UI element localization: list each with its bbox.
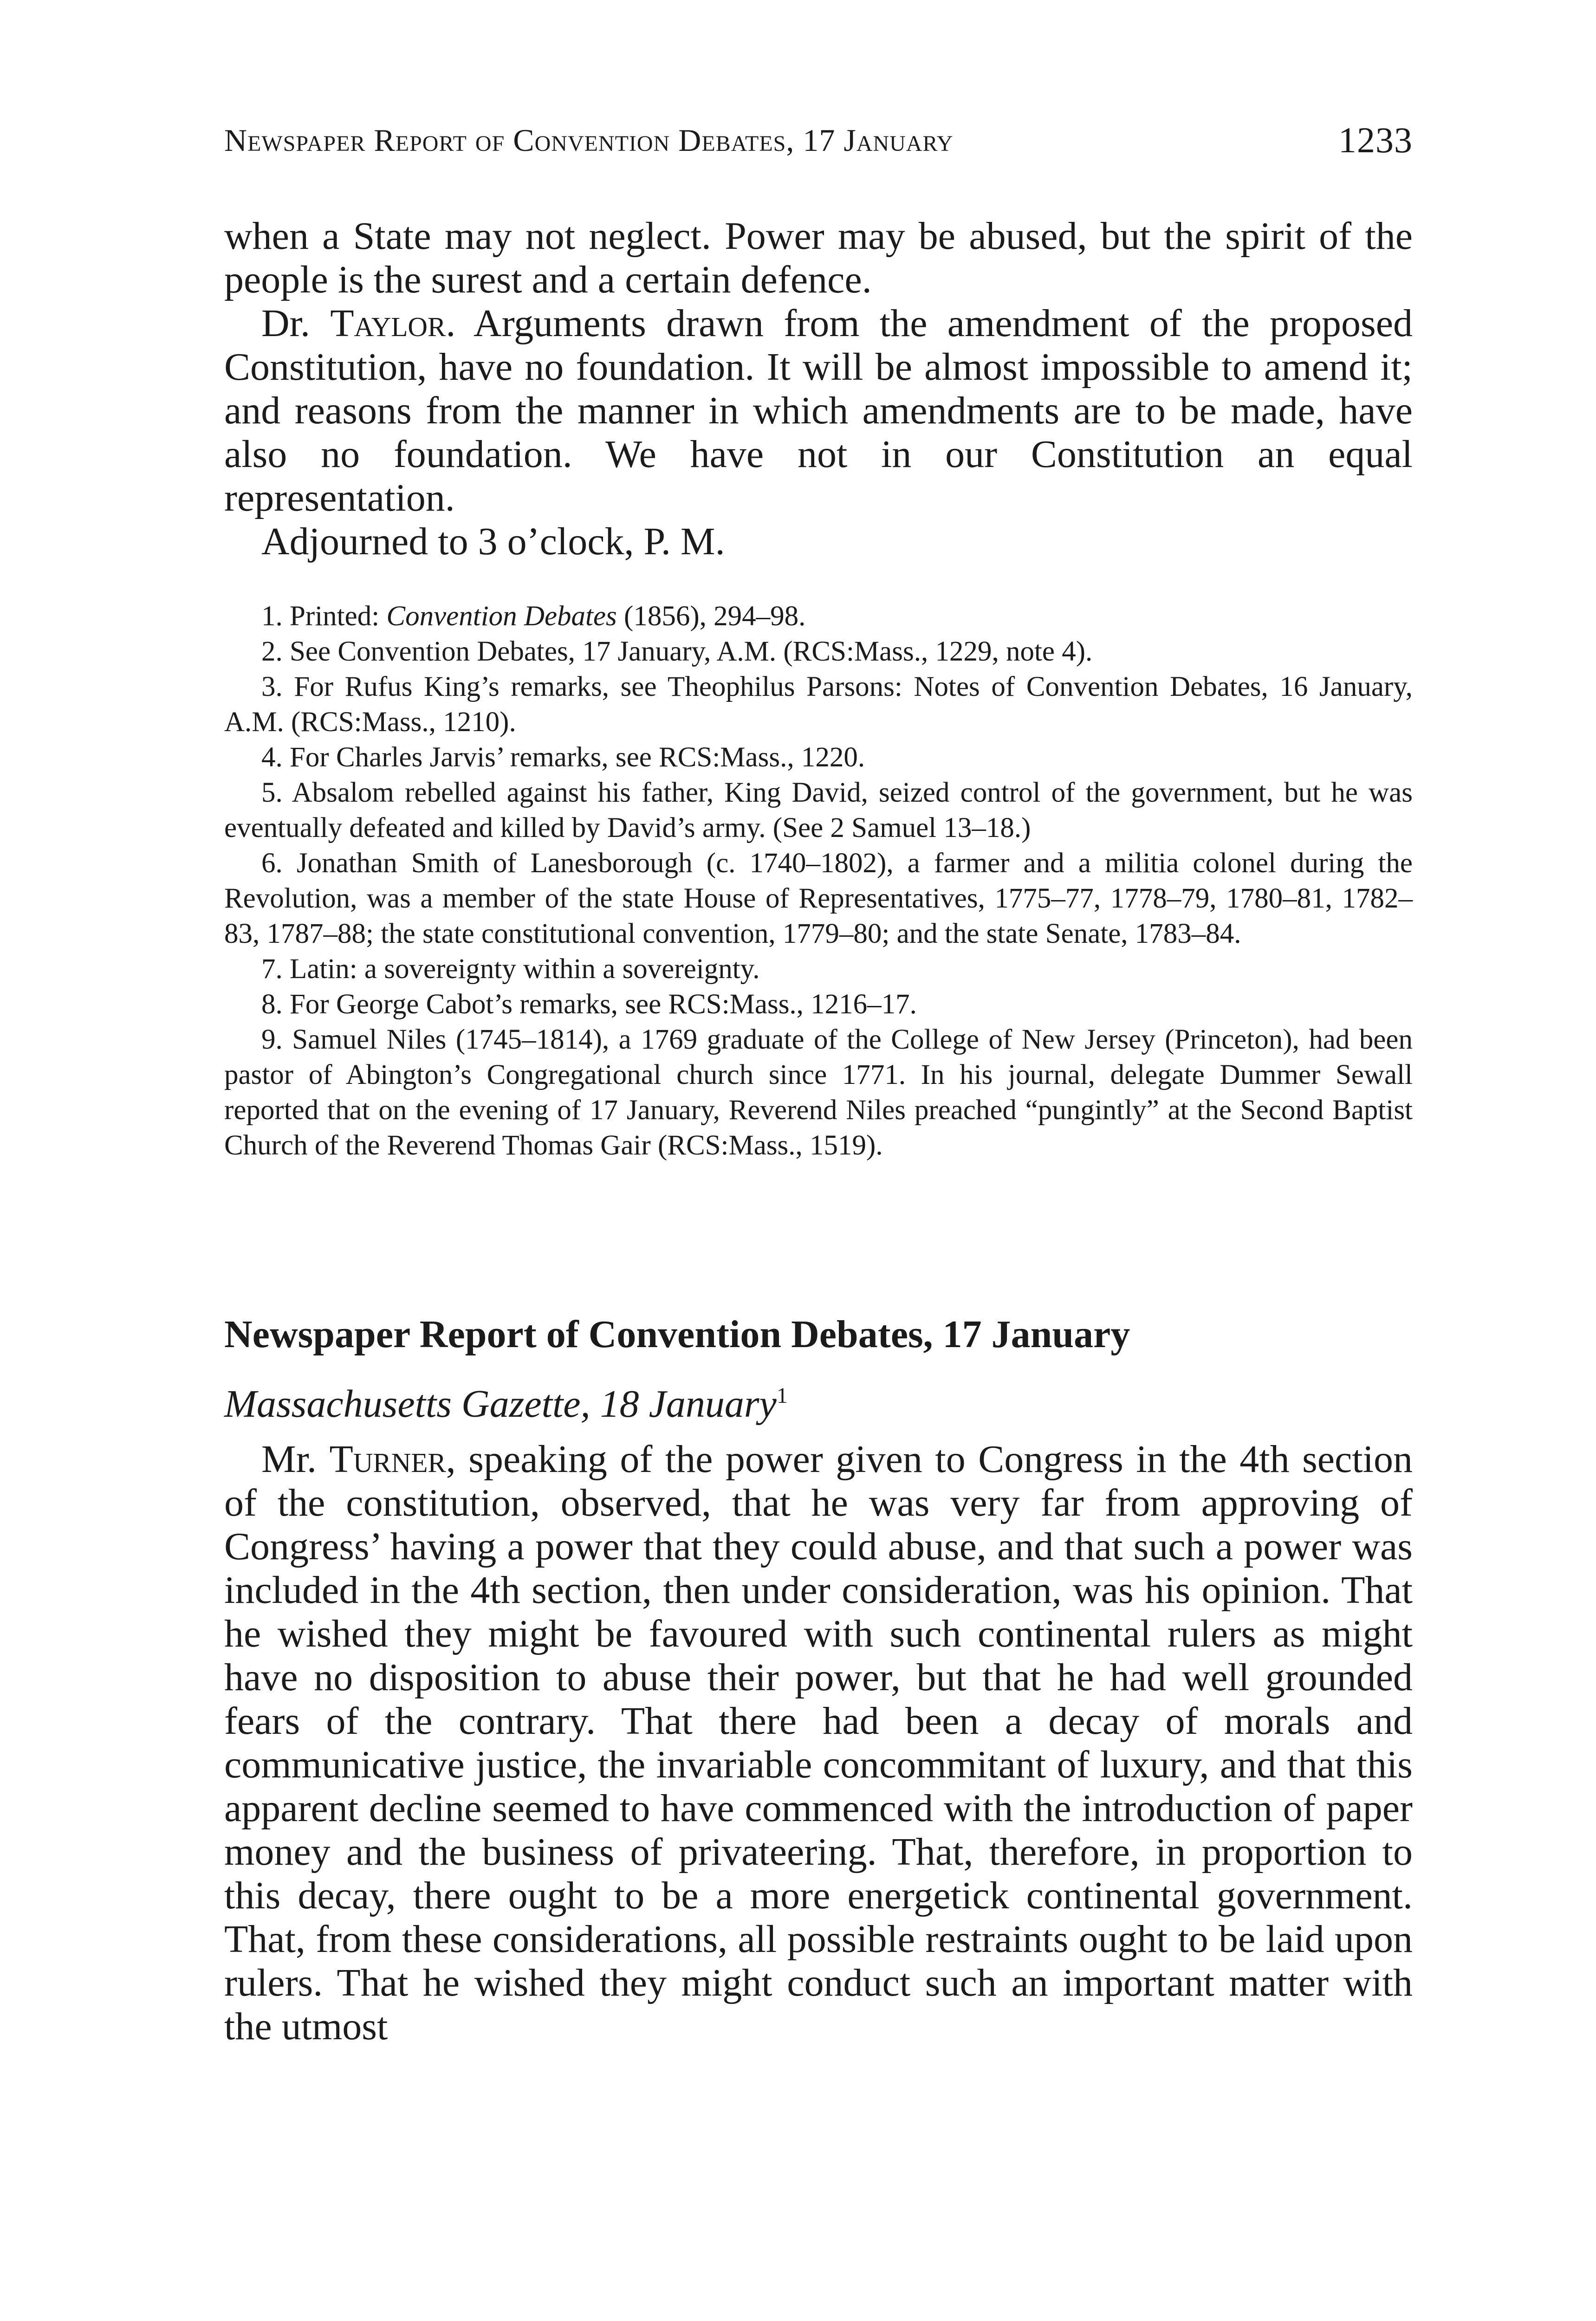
paragraph-taylor <box>224 302 1413 520</box>
footnote: 3. For Rufus King’s remarks, see Theophilus Parsons: Notes of Convention Debates, 16 January, A.M. (RCS:Mass., 1210). <box>224 671 1413 738</box>
speaker-name: Turner <box>329 1438 446 1481</box>
source-line <box>224 1381 1413 1427</box>
paragraph-turner <box>224 1438 1413 2049</box>
paragraph-continued: when a State may not neglect. Power may be abused, but the spirit of the people is the surest and a certain defence. <box>224 214 1413 301</box>
section-heading: Newspaper Report of Convention Debates, 17 January <box>224 1313 1130 1356</box>
footnote: 8. For George Cabot’s remarks, see RCS:Mass., 1216–17. <box>261 989 917 1020</box>
speaker-text: , speaking of the power given to Congress in the 4th section of the constitution, observed, that he was very far from approving of Congress’ having a power that they could abuse, and that such a power was included in the 4th section, then under consideration, was his opinion. That he wished they might be favoured with such continental rulers as might have no disposition to abuse their power, but that he had well grounded fears of the contrary. That there had been a decay of morals and communicative justice, the invariable concommitant of luxury, and that this apparent decline seemed to have commenced with the introduction of paper money and the business of privateering. That, therefore, in proportion to this decay, there ought to be a more energetick continental government. That, from these considerations, all possible restraints ought to be laid upon rulers. That he wished they might conduct such an important matter with the utmost <box>224 1438 1413 2048</box>
footnote: 5. Absalom rebelled against his father, King David, seized control of the government, but he was eventually defeated and killed by David’s army. (See 2 Samuel 13–18.) <box>224 777 1413 843</box>
speaker-prefix: Mr. <box>261 1438 330 1481</box>
speaker-name: Taylor <box>330 302 446 345</box>
continued-text <box>224 214 1413 564</box>
body-text <box>224 1438 1413 2049</box>
footnote: 7. Latin: a sovereignty within a sovereignty. <box>261 953 760 985</box>
paragraph-adjourned: Adjourned to 3 o’clock, P. M. <box>261 520 725 563</box>
footnote: 6. Jonathan Smith of Lanesborough (c. 1740–1802), a farmer and a militia colonel during the Revolution, was a member of the state House of Representatives, 1775–77, 1778–79, 1780–81, 1782–83, 1787–88; the state constitutional convention, 1779–80; and the state Senate, 1783–84. <box>224 848 1413 949</box>
running-head-title: Newspaper Report of Convention Debates, 17 January <box>224 123 954 158</box>
footnote: 9. Samuel Niles (1745–1814), a 1769 graduate of the College of New Jersey (Princeton), had been pastor of Abington’s Congregational church since 1771. In his journal, delegate Dummer Sewall reported that on the evening of 17 January, Reverend Niles preached “pungintly” at the Second Baptist Church of the Reverend Thomas Gair (RCS:Mass., 1519). <box>224 1024 1413 1161</box>
footnote: 4. For Charles Jarvis’ remarks, see RCS:Mass., 1220. <box>261 742 865 773</box>
speaker-prefix: Dr. <box>261 302 331 345</box>
footnote: 2. See Convention Debates, 17 January, A.M. (RCS:Mass., 1229, note 4). <box>261 636 1093 667</box>
footnotes <box>224 599 1413 1163</box>
source-note-ref: 1 <box>776 1383 788 1408</box>
source-title: Massachusetts Gazette, 18 January <box>224 1382 777 1426</box>
speaker-text: . Arguments drawn from the amendment of the proposed Constitution, have no foundation. It will be almost impossible to amend it; and reasons from the manner in which amendments are to be made, have also no foundation. We have not in our Constitution an equal representation. <box>224 302 1413 519</box>
page-number: 1233 <box>1338 120 1413 160</box>
footnote: 1. Printed: Convention Debates (1856), 294–98. <box>261 601 806 632</box>
